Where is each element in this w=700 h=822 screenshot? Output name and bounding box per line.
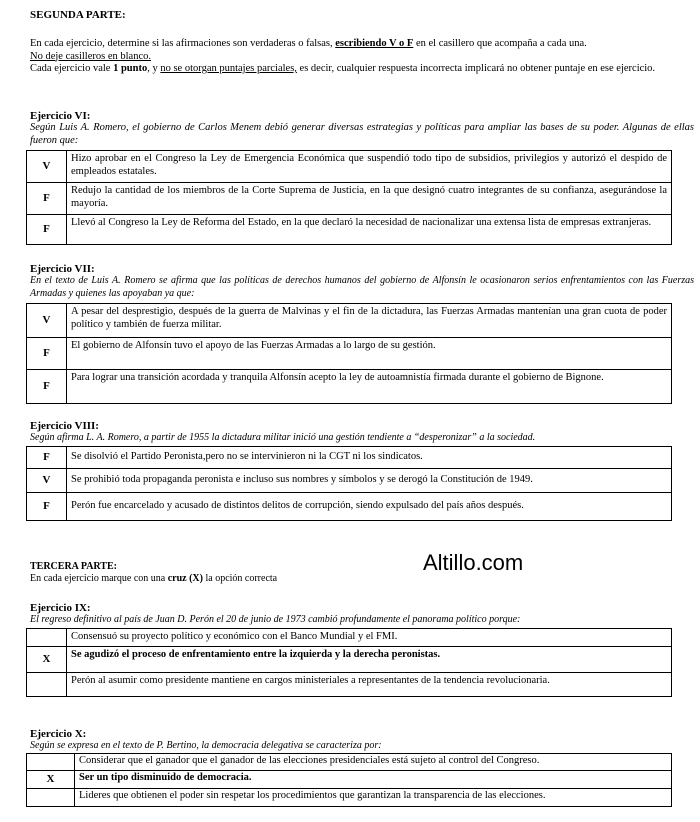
answer-box[interactable]: V xyxy=(27,304,67,338)
answer-box[interactable]: F xyxy=(27,370,67,404)
part3-title: TERCERA PARTE: xyxy=(30,561,117,572)
statement-text: Considerar que el ganador que el ganador de las elecciones presidenciales está sujeto al control del Congreso. xyxy=(75,754,672,771)
ex10-title: Ejercicio X: xyxy=(30,728,87,740)
ex9-title: Ejercicio IX: xyxy=(30,602,91,614)
table-row xyxy=(27,370,672,404)
instr-text: En cada ejercicio, determine si las afirmaciones son verdaderas o falsas, xyxy=(30,38,336,49)
ex6-table xyxy=(26,150,672,245)
instr-no-partial: no se otorgan puntajes parciales, xyxy=(160,63,297,74)
ex6-title: Ejercicio VI: xyxy=(30,110,91,122)
statement-text: Hizo aprobar en el Congreso la Ley de Emergencia Económica que suspendió todo tipo de subsidios, privilegios y autorizó el despido de empleados estatales. xyxy=(67,151,672,183)
instr-text: Cada ejercicio vale xyxy=(30,63,114,74)
answer-box[interactable]: V xyxy=(27,151,67,183)
ex7-prompt: En el texto de Luis A. Romero se afirma que las políticas de derechos humanos del gobierno de Alfonsín le ocasionaron serios enfrentamientos con las Fuerzas Armadas y quienes las apoyaban ya que: xyxy=(30,275,694,299)
statement-text: Perón al asumir como presidente mantiene en cargos ministeriales a representantes de la tendencia revolucionaria. xyxy=(67,673,672,697)
part2-title: SEGUNDA PARTE: xyxy=(30,9,126,21)
answer-box[interactable]: F xyxy=(27,493,67,521)
ex8-prompt: Según afirma L. A. Romero, a partir de 1955 la dictadura militar inició una gestión tendiente a “desperonizar” a la sociedad. xyxy=(30,432,536,443)
statement-text: Perón fue encarcelado y acusado de distintos delitos de corrupción, siendo expulsado del país años después. xyxy=(67,493,672,521)
answer-box[interactable]: F xyxy=(27,447,67,469)
table-row xyxy=(27,338,672,370)
instr-text: la opción correcta xyxy=(202,573,278,584)
answer-box[interactable]: V xyxy=(27,469,67,493)
instr-points: 1 punto xyxy=(113,63,148,74)
table-row xyxy=(27,183,672,215)
answer-box[interactable] xyxy=(27,673,67,697)
table-row xyxy=(27,469,672,493)
altillo-watermark: Altillo.com xyxy=(423,550,524,575)
answer-box[interactable]: X xyxy=(27,647,67,673)
statement-text: El gobierno de Alfonsín tuvo el apoyo de las Fuerzas Armadas a lo largo de su gestión. xyxy=(67,338,672,370)
instr-emph: cruz (X) xyxy=(167,573,203,584)
part2-instructions xyxy=(30,38,694,76)
table-row xyxy=(27,447,672,469)
table-row xyxy=(27,647,672,673)
table-row xyxy=(27,215,672,245)
part3-instructions xyxy=(30,573,694,586)
instr-text: es decir, cualquier respuesta incorrecta implicará no obtener puntaje en ese ejercicio. xyxy=(296,63,656,74)
answer-box[interactable]: X xyxy=(27,771,75,789)
table-row xyxy=(27,151,672,183)
answer-box[interactable] xyxy=(27,754,75,771)
ex8-title: Ejercicio VIII: xyxy=(30,420,99,432)
instr-text: en el casillero que acompaña a cada una. xyxy=(413,38,587,49)
ex10-prompt: Según se expresa en el texto de P. Bertino, la democracia delegativa se caracteriza por: xyxy=(30,740,382,751)
answer-box[interactable]: F xyxy=(27,183,67,215)
answer-box[interactable]: F xyxy=(27,338,67,370)
statement-text: Redujo la cantidad de los miembros de la Corte Suprema de Justicia, en la que designó cuatro integrantes de su confianza, asegurándose la mayoría. xyxy=(67,183,672,215)
table-row xyxy=(27,673,672,697)
instr-text: , y xyxy=(147,63,161,74)
statement-text: A pesar del desprestigio, después de la guerra de Malvinas y el fin de la dictadura, las Fuerzas Armadas mantenían una gran cuota de poder político y también de fuerza militar. xyxy=(67,304,672,338)
table-row xyxy=(27,789,672,807)
statement-text: Ser un tipo disminuido de democracia. xyxy=(75,771,672,789)
statement-text: Se disolvió el Partido Peronista,pero no se intervinieron ni la CGT ni los sindicatos. xyxy=(67,447,672,469)
statement-text: Llevó al Congreso la Ley de Reforma del Estado, en la que declaró la necesidad de nacionalizar una extensa lista de empresas extranjeras. xyxy=(67,215,672,245)
ex9-prompt: El regreso definitivo al país de Juan D. Perón el 20 de junio de 1973 cambió profundamente el panorama político porque: xyxy=(30,614,521,625)
statement-text: Se prohibió toda propaganda peronista e incluso sus nombres y símbolos y se derogó la Constitución de 1949. xyxy=(67,469,672,493)
statement-text: Lideres que obtienen el poder sin respetar los procedimientos que garantizan la transparencia de las elecciones. xyxy=(75,789,672,807)
ex6-prompt: Según Luis A. Romero, el gobierno de Carlos Menem debió generar diversas estrategias y políticas para ampliar las bases de su poder. Algunas de ellas fueron que: xyxy=(30,122,694,146)
ex10-table xyxy=(26,753,672,807)
statement-text: Se agudizó el proceso de enfrentamiento entre la izquierda y la derecha peronistas. xyxy=(67,647,672,673)
table-row xyxy=(27,754,672,771)
table-row xyxy=(27,771,672,789)
table-row xyxy=(27,629,672,647)
ex7-title: Ejercicio VII: xyxy=(30,263,95,275)
table-row xyxy=(27,493,672,521)
ex8-table xyxy=(26,446,672,521)
ex7-table xyxy=(26,303,672,404)
instr-no-blank: No deje casilleros en blanco. xyxy=(30,50,151,62)
answer-box[interactable] xyxy=(27,789,75,807)
answer-box[interactable] xyxy=(27,629,67,647)
instr-emph: escribiendo V o F xyxy=(335,38,414,49)
instr-text: En cada ejercicio marque con una xyxy=(30,573,168,584)
ex9-table xyxy=(26,628,672,697)
statement-text: Consensuó su proyecto político y económico con el Banco Mundial y el FMI. xyxy=(67,629,672,647)
table-row xyxy=(27,304,672,338)
answer-box[interactable]: F xyxy=(27,215,67,245)
statement-text: Para lograr una transición acordada y tranquila Alfonsín acepto la ley de autoamnistía firmada durante el gobierno de Bignone. xyxy=(67,370,672,404)
